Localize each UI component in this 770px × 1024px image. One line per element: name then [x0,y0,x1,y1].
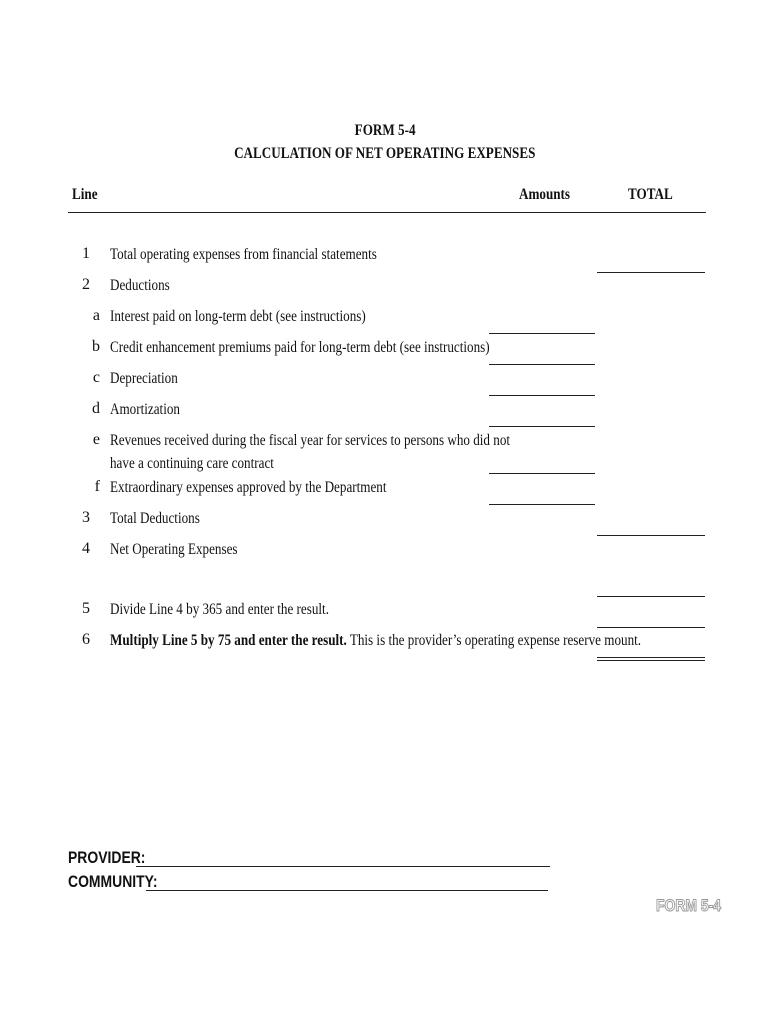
row-description: Total Deductions [110,510,200,527]
row-description: Credit enhancement premiums paid for long-term debt (see instructions) [110,339,490,356]
amount-field-line-f[interactable] [489,504,595,505]
total-field-double-line-6b [597,660,705,661]
column-header-total: TOTAL [628,186,673,203]
row-description: Total operating expenses from financial statements [110,246,377,263]
amount-field-line-d[interactable] [489,426,595,427]
row-description: Depreciation [110,370,178,387]
page-title: CALCULATION OF NET OPERATING EXPENSES [234,145,536,162]
total-field-line-3[interactable] [597,535,705,536]
row-letter: b [92,338,100,355]
header-divider [68,212,706,213]
row-description: Revenues received during the fiscal year for services to persons who did not [110,432,511,449]
row-number: 4 [82,540,90,557]
row-number: 5 [82,600,90,617]
row-description: Extraordinary expenses approved by the Department [110,479,387,496]
row-description: Divide Line 4 by 365 and enter the result. [110,601,329,618]
row-letter: e [92,431,100,448]
amount-field-line-c[interactable] [489,395,595,396]
row-letter: f [94,478,100,495]
row-description: Multiply Line 5 by 75 and enter the result. This is the provider’s operating expense reserve mount. [110,632,642,649]
community-field-line[interactable] [146,890,548,891]
row-description-continued: have a continuing care contract [110,455,274,472]
row-description: Net Operating Expenses [110,541,238,558]
row-description: Interest paid on long-term debt (see instructions) [110,308,366,325]
row-description: Amortization [110,401,180,418]
row-number: 1 [82,245,90,262]
row-description: Deductions [110,277,170,294]
row-number: 6 [82,631,90,648]
row-letter: d [92,400,100,417]
row-number: 2 [82,276,90,293]
community-label: COMMUNITY: [68,872,158,891]
row-number: 3 [82,509,90,526]
total-field-line-4[interactable] [597,596,705,597]
total-field-line-1[interactable] [597,272,705,273]
total-field-double-line-6[interactable] [597,657,705,658]
amount-field-line-e[interactable] [489,473,595,474]
row-letter: a [92,307,100,324]
amount-field-line-b[interactable] [489,364,595,365]
form-number: FORM 5-4 [354,122,416,139]
row-letter: c [92,369,100,386]
total-field-line-5[interactable] [597,627,705,628]
form-stamp: FORM 5-4 [656,896,722,915]
provider-label: PROVIDER: [68,848,146,867]
column-header-line: Line [72,186,98,203]
column-header-amounts: Amounts [519,186,571,203]
provider-field-line[interactable] [136,866,550,867]
amount-field-line-a[interactable] [489,333,595,334]
